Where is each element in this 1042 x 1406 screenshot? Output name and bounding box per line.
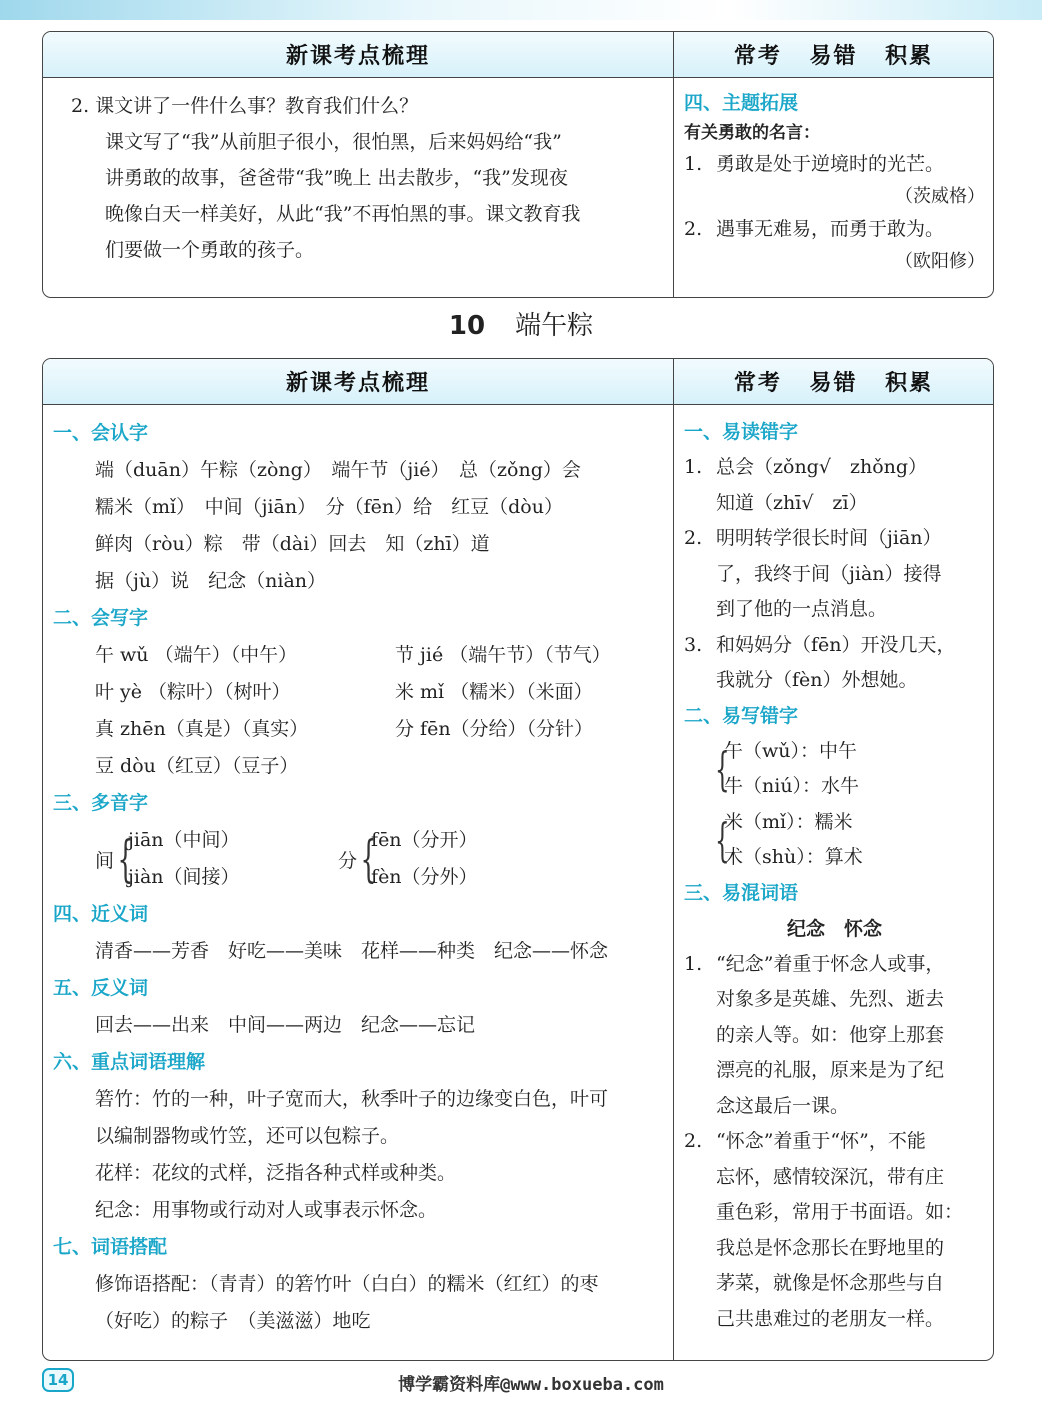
- header-right-title: 常考 易错 积累: [733, 371, 934, 396]
- question: 2. 课文讲了一件什么事？教育我们什么？: [71, 95, 419, 117]
- answer-line: 们要做一个勇敢的孩子。: [105, 239, 315, 261]
- quotes-label: 有关勇敢的名言：: [684, 123, 820, 143]
- item-line: 我总是怀念那长在野地里的: [716, 1236, 945, 1259]
- section-recognize-chars: 一、会认字: [53, 422, 149, 444]
- key-word-line: 纪念：用事物或行动对人或事表示怀念。: [95, 1199, 438, 1221]
- write-item: 米 mǐ （糯米）（米面）: [395, 681, 593, 703]
- quote-item: [684, 148, 985, 180]
- write-item: 真 zhēn（真是）（真实）: [95, 718, 309, 740]
- polyphone-char: 分: [338, 849, 358, 872]
- section-key-words: 六、重点词语理解: [53, 1051, 206, 1073]
- write-item: 节 jié （端午节）（节气）: [395, 644, 611, 666]
- brace-icon: {: [715, 741, 730, 796]
- item-line: 对象多是英雄、先烈、逝去: [716, 988, 945, 1010]
- section-synonyms: 四、近义词: [53, 903, 149, 925]
- item-line: 忘怀，感情较深沉，带有庄: [716, 1165, 945, 1188]
- polyphone-option: jiàn（间接）: [128, 866, 240, 888]
- lesson-name: 端午粽: [515, 311, 594, 341]
- write-row: [53, 748, 663, 785]
- antonyms-line: 回去——出来 中间——两边 纪念——忘记: [95, 1014, 476, 1036]
- panel1-left-column: [43, 78, 674, 297]
- confusable-subtitle: 纪念 怀念: [786, 917, 882, 940]
- write-item: 叶 yè （粽叶）（树叶）: [95, 681, 291, 703]
- write-row: [53, 674, 663, 711]
- write-row: [53, 637, 663, 674]
- miswritten-pair: [684, 805, 985, 876]
- recognize-line: 据（jù）说 纪念（niàn）: [95, 570, 327, 592]
- panel-lesson10: [42, 358, 994, 1361]
- panel2-left-column: [43, 405, 674, 1360]
- top-decoration: [0, 0, 1042, 20]
- brace-icon: {: [715, 812, 730, 867]
- item-line: 我就分（fèn）外想她。: [716, 669, 918, 691]
- item-line: “纪念”着重于怀念人或事，: [716, 952, 945, 975]
- quote-number: 1.: [684, 153, 703, 175]
- confusable-item: [684, 947, 985, 1125]
- item-line: 漂亮的礼服，原来是为了纪: [716, 1059, 945, 1081]
- header-left-title: 新课考点梳理: [43, 359, 674, 404]
- item-line: 己共患难过的老朋友一样。: [716, 1307, 945, 1330]
- write-row: [53, 711, 663, 748]
- polyphone-row: [53, 822, 663, 896]
- footer-site: 博学霸资料库@www.boxueba.com: [398, 1375, 664, 1395]
- panel1-right-column: [674, 78, 993, 297]
- pair-line: 米（mǐ）：糯米: [724, 810, 853, 833]
- lesson-number: 10: [448, 311, 486, 341]
- write-item: 豆 dòu（红豆）（豆子）: [95, 755, 299, 777]
- section-polyphones: 三、多音字: [53, 792, 149, 814]
- quote-number: 2.: [684, 218, 703, 240]
- quote-author: （欧阳修）: [895, 251, 985, 272]
- item-number: 1.: [684, 456, 703, 478]
- panel-header: [43, 359, 993, 405]
- misread-item: [684, 628, 985, 699]
- item-line: 茅菜，就像是怀念那些与自: [716, 1272, 945, 1294]
- misread-item: [684, 450, 985, 521]
- section-antonyms: 五、反义词: [53, 977, 149, 999]
- collocation-line: （好吃）的粽子 （美滋滋）地吃: [95, 1310, 371, 1332]
- item-line: 到了他的一点消息。: [716, 598, 888, 620]
- item-line: 总会（zǒng√ zhǒng）: [716, 456, 928, 478]
- page-number: 14: [42, 1368, 74, 1392]
- header-left-title: 新课考点梳理: [43, 32, 674, 77]
- quote-text: 勇敢是处于逆境时的光芒。: [716, 153, 945, 175]
- polyphone-option: fēn（分开）: [371, 829, 478, 851]
- quote-author: （茨威格）: [895, 186, 985, 207]
- pair-line: 牛（niú）：水牛: [724, 775, 860, 797]
- section-theme-extension: 四、主题拓展: [684, 92, 799, 114]
- confusable-item: [684, 1124, 985, 1337]
- answer-line: 晚像白天一样美好，从此“我”不再怕黑的事。课文教育我: [105, 203, 581, 225]
- answer-line: 课文写了“我”从前胆子很小，很怕黑，后来妈妈给“我”: [105, 131, 562, 153]
- item-line: 和妈妈分（fēn）开没几天，: [716, 633, 956, 656]
- item-line: 的亲人等。如：他穿上那套: [716, 1023, 945, 1046]
- misread-item: [684, 521, 985, 628]
- brace-icon: {: [360, 830, 377, 888]
- key-word-line: 花样：花纹的式样，泛指各种式样或种类。: [95, 1162, 457, 1184]
- item-line: 念这最后一课。: [716, 1094, 850, 1117]
- section-collocations: 七、词语搭配: [53, 1236, 168, 1258]
- polyphone-option: fèn（分外）: [371, 866, 478, 888]
- panel-lesson9-summary: [42, 31, 994, 298]
- panel-header: [43, 32, 993, 78]
- item-line: “怀念”着重于“怀”，不能: [716, 1130, 926, 1152]
- quote-item: [684, 213, 985, 245]
- panel2-right-column: [674, 405, 993, 1360]
- quote-text: 遇事无难易，而勇于敢为。: [716, 218, 945, 240]
- synonyms-line: 清香——芳香 好吃——美味 花样——种类 纪念——怀念: [95, 940, 609, 962]
- section-write-chars: 二、会写字: [53, 607, 149, 629]
- item-line: 了，我终于间（jiàn）接得: [716, 562, 942, 585]
- item-number: 2.: [684, 1130, 703, 1152]
- pair-line: 术（shù）：算术: [724, 846, 863, 868]
- write-item: 分 fēn（分给）（分针）: [395, 718, 594, 740]
- item-line: 知道（zhī√ zī）: [716, 491, 868, 514]
- section-misread-chars: 一、易读错字: [684, 421, 799, 443]
- collocation-line: 修饰语搭配：（青青）的箬竹叶（白白）的糯米（红红）的枣: [95, 1273, 599, 1295]
- brace-icon: {: [117, 830, 134, 888]
- key-word-line: 箬竹：竹的一种，叶子宽而大，秋季叶子的边缘变白色，叶可: [95, 1088, 609, 1110]
- section-confusable-words: 三、易混词语: [684, 881, 799, 904]
- lesson-title: [0, 306, 1042, 346]
- key-word-line: 以编制器物或竹笠，还可以包粽子。: [95, 1125, 400, 1147]
- polyphone-char: 间: [95, 849, 115, 872]
- item-line: 重色彩，常用于书面语。如：: [716, 1201, 964, 1223]
- item-number: 2.: [684, 527, 703, 549]
- recognize-line: 端（duān）午粽（zòng） 端午节（jié） 总（zǒng）会: [95, 459, 581, 481]
- pair-line: 午（wǔ）：中午: [724, 739, 858, 762]
- miswritten-pair: [684, 734, 985, 805]
- write-item: 午 wǔ （端午）（中午）: [95, 644, 298, 666]
- item-number: 3.: [684, 633, 703, 656]
- item-line: 明明转学很长时间（jiān）: [716, 527, 942, 549]
- recognize-line: 鲜肉（ròu）粽 带（dài）回去 知（zhī）道: [95, 533, 490, 555]
- section-miswritten-chars: 二、易写错字: [684, 704, 799, 727]
- recognize-line: 糯米（mǐ） 中间（jiān） 分（fēn）给 红豆（dòu）: [95, 496, 563, 518]
- polyphone-option: jiān（中间）: [128, 829, 240, 851]
- item-number: 1.: [684, 952, 703, 975]
- answer-line: 讲勇敢的故事，爸爸带“我”晚上 出去散步，“我”发现夜: [105, 167, 568, 189]
- header-right-title: 常考 易错 积累: [733, 44, 934, 69]
